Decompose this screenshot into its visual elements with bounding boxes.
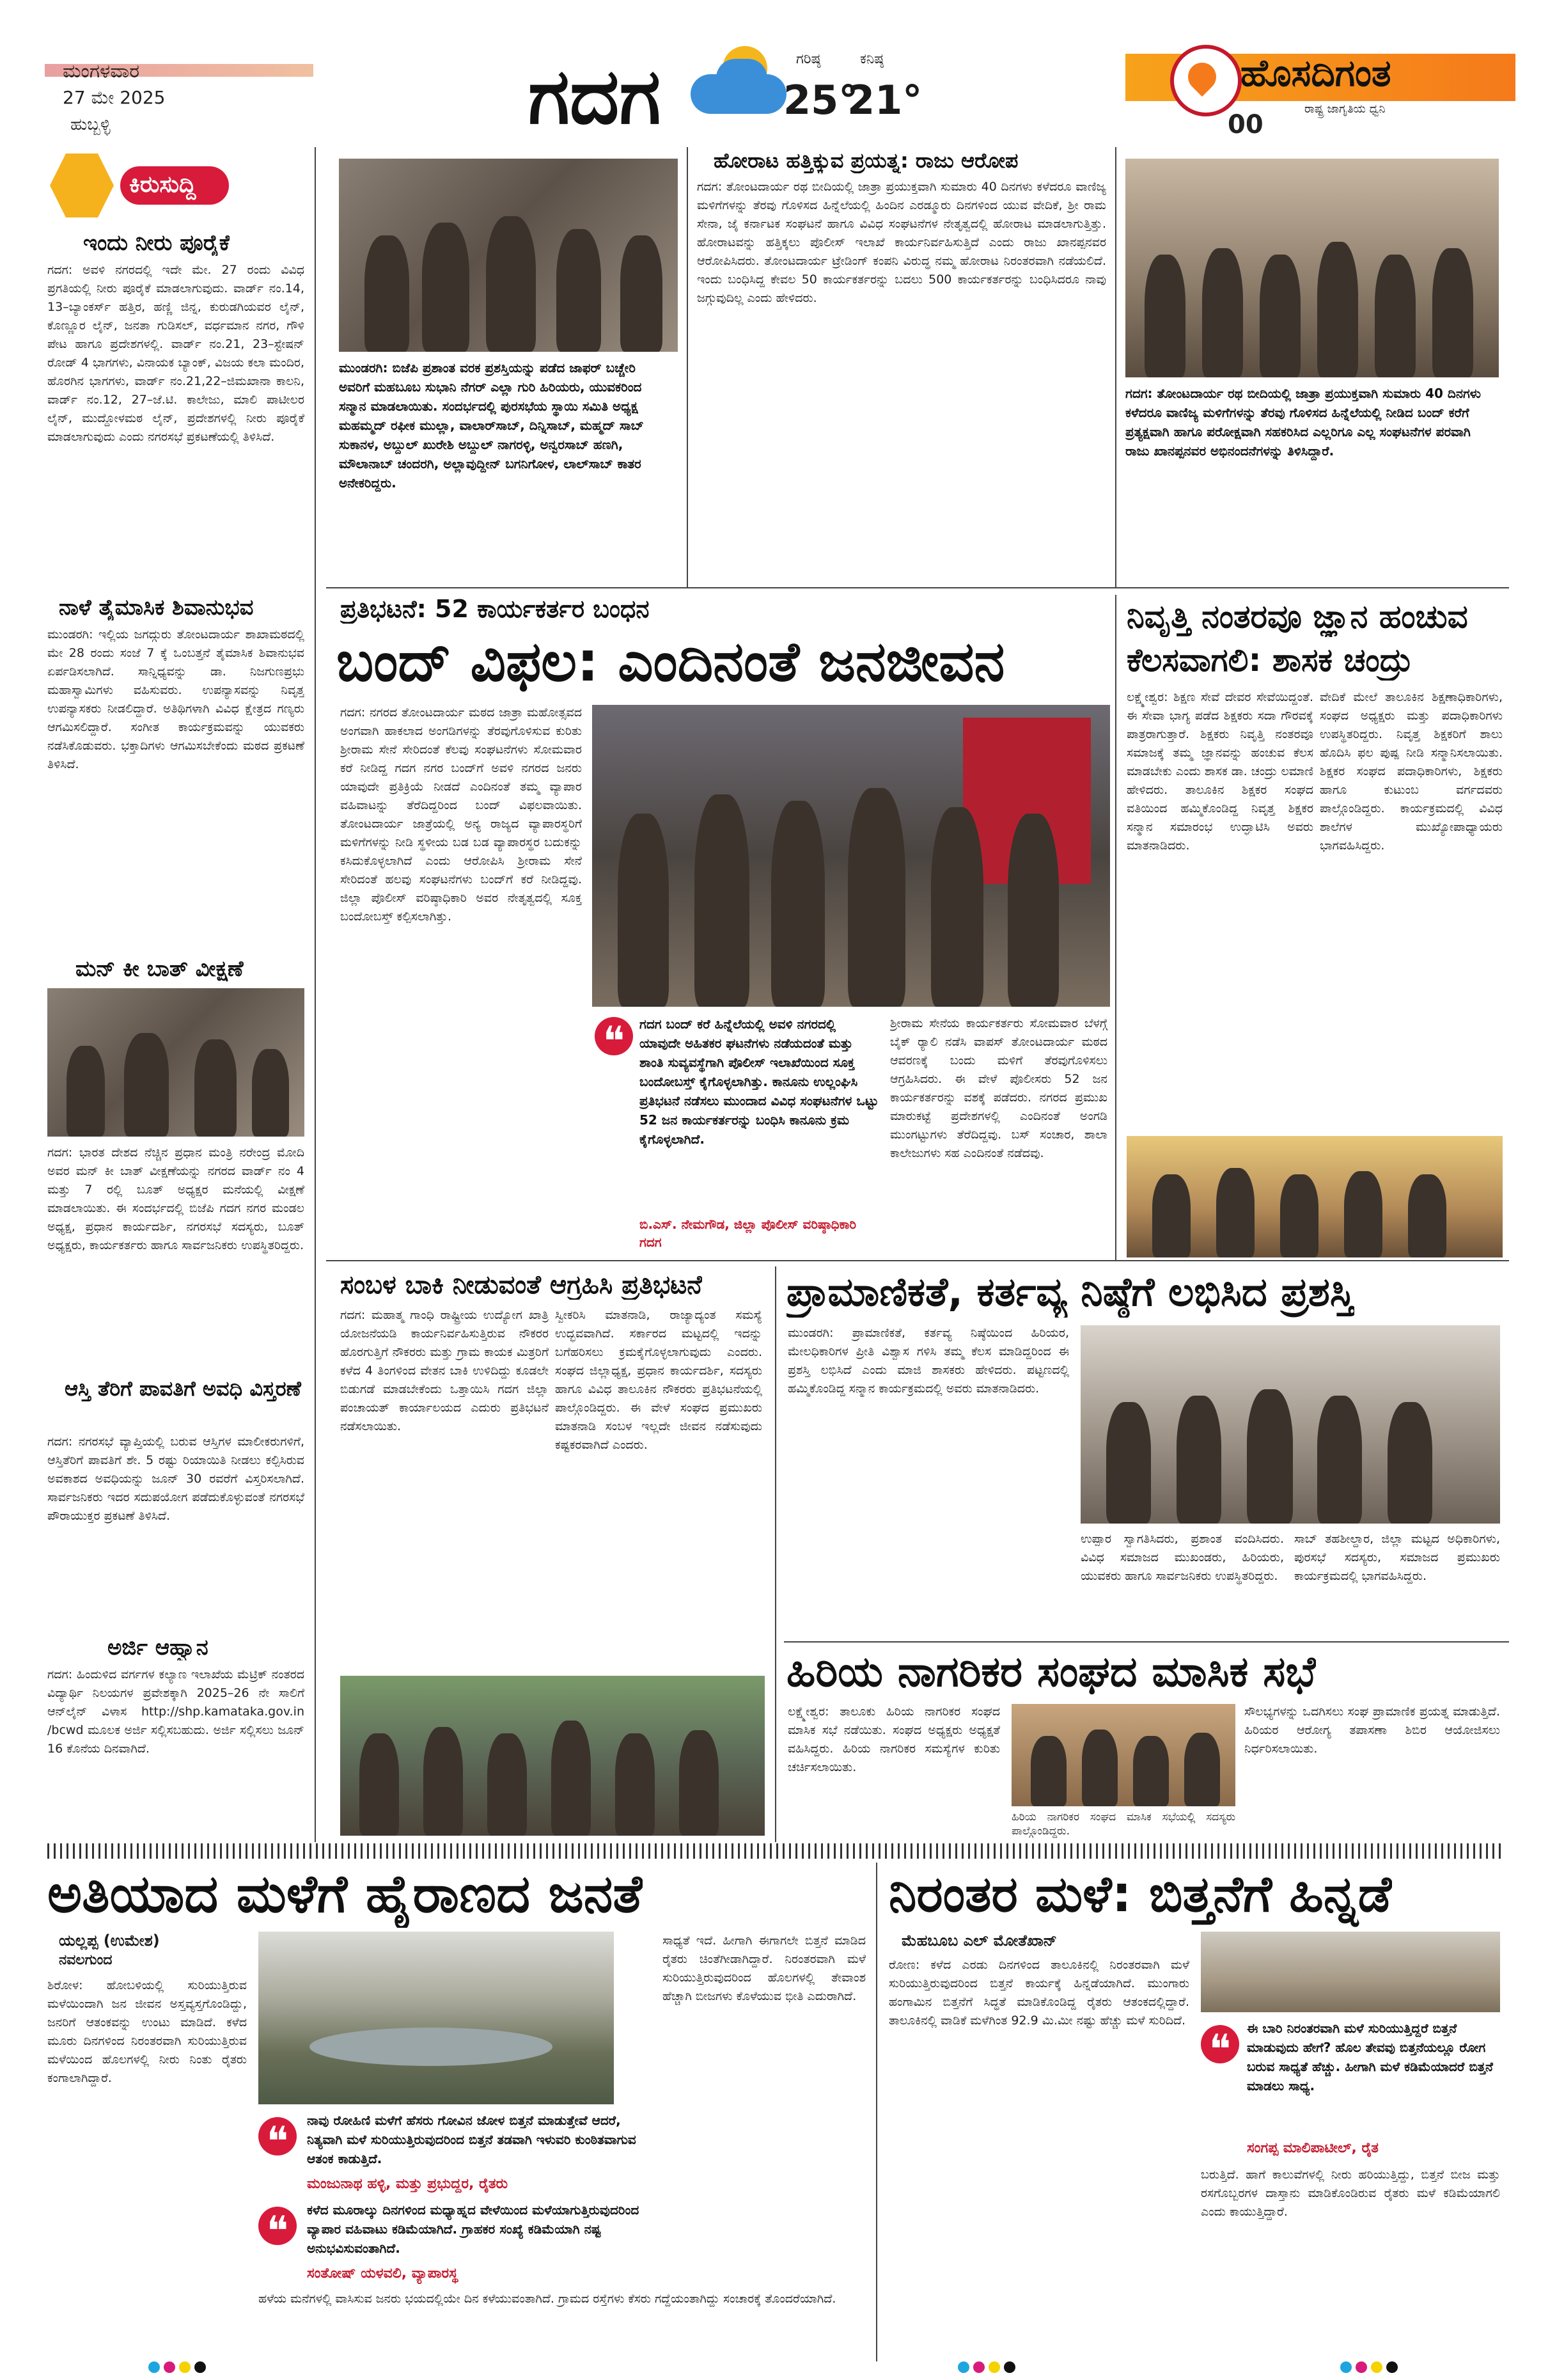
masthead-day: ಮಂಗಳವಾರ (63, 60, 140, 83)
meeting-caption: ಗದಗ: ತೋಂಟದಾರ್ಯ ರಥ ಬೀದಿಯಲ್ಲಿ ಜಾತ್ರಾ ಪ್ರಯುಕ್ತವಾಗಿ ಸುಮಾರು 40 ದಿನಗಳು ಕಳೆದರೂ ವಾಣಿಜ್ಯ ಮಳಿಗೆಗಳನ್ನು ತೆರವು ಗೊಳಿಸದ ಹಿನ್ನೆಲೆಯಲ್ಲಿ ನೀಡಿದ ಬಂದ್ ಕರೆಗೆ ಪ್ರತ್ಯಕ್ಷವಾಗಿ ಹಾಗೂ ಪರೋಕ್ಷವಾಗಿ ಸಹಕರಿಸಿದ ಎಲ್ಲರಿಗೂ ಎಲ್ಲ ಸಂಘಟನೆಗಳ ಪರವಾಗಿ ರಾಜು ಖಾನಪ್ಪನವರ ಅಭಿನಂದನೆಗಳನ್ನು ತಿಳಿಸಿದ್ದಾರೆ. (1125, 381, 1499, 586)
masthead-city: ಗದಗ (528, 52, 661, 141)
rain-quote-2-author: ಸಂತೋಷ್ ಯಳವಲಿ, ವ್ಯಾಪಾರಸ್ಥ (307, 2266, 458, 2281)
newspaper-tagline: ರಾಷ್ಟ್ರ ಜಾಗೃತಿಯ ಧ್ವನಿ (1304, 102, 1386, 116)
rain-body1: ಶಿರೋಳ: ಹೋಬಳಿಯಲ್ಲಿ ಸುರಿಯುತ್ತಿರುವ ಮಳೆಯಿಂದಾಗಿ ಜನ ಜೀವನ ಅಸ್ತವ್ಯಸ್ತಗೊಂಡಿದ್ದು, ಜನರಿಗೆ ಆತಂಕವನ್ನು ಉಂಟು ಮಾಡಿದೆ. ಕಳೆದ ಮೂರು ದಿನಗಳಿಂದ ನಿರಂತರವಾಗಿ ಸುರಿಯುತ್ತಿರುವ ಮಳೆಯಿಂದ ಹೊಲಗಳಲ್ಲಿ ನೀರು ನಿಂತು ರೈತರು ಕಂಗಾಲಾಗಿದ್ದಾರೆ. (47, 1978, 247, 2085)
senior-col1: ಲಕ್ಷ್ಮೇಶ್ವರ: ತಾಲೂಕು ಹಿರಿಯ ನಾಗರಿಕರ ಸಂಘದ ಮಾಸಿಕ ಸಭೆ ನಡೆಯಿತು. ಸಂಘದ ಅಧ್ಯಕ್ಷರು ಅಧ್ಯಕ್ಷತೆ ವಹಿಸಿದ್ದರು. ಹಿರಿಯ ನಾಗರಿಕರ ಸಮಸ್ಯೆಗಳ ಕುರಿತು ಚರ್ಚಿಸಲಾಯಿತು. (788, 1705, 1000, 1774)
brief-4-title: ಆಸ್ತಿ ತೆರಿಗೆ ಪಾವತಿಗೆ ಅವಧಿ ವಿಸ್ತರಣೆ (65, 1376, 301, 1401)
rain-quote-2 (307, 2200, 652, 2262)
sowing-quote-author: ಸಂಗಪ್ಪ ಮಾಲಿಪಾಟೀಲ್, ರೈತ (1247, 2140, 1379, 2156)
lower-mid-rule (775, 1266, 776, 1842)
rain-body3: ಹಳೆಯ ಮನೆಗಳಲ್ಲಿ ವಾಸಿಸುವ ಜನರು ಭಯದಲ್ಲಿಯೇ ದಿನ ಕಳೆಯುವಂತಾಗಿದೆ. ಗ್ರಾಮದ ರಸ್ತೆಗಳು ಕೆಸರು ಗದ್ದೆಯಂತಾಗಿದ್ದು ಸಂಚಾರಕ್ಕೆ ತೊಂದರೆಯಾಗಿದೆ. (258, 2292, 836, 2306)
hand-icon (50, 154, 114, 217)
brief-2-title: ನಾಳೆ ತೈಮಾಸಿಕ ಶಿವಾನುಭವ (59, 595, 254, 620)
senior-headline: ಹಿರಿಯ ನಾಗರಿಕರ ಸಂಘದ ಮಾಸಿಕ ಸಭೆ (786, 1647, 1317, 1696)
felicitation-photo (339, 159, 678, 352)
mann-ki-baat-photo (47, 988, 304, 1137)
min-temp-label: ಕನಿಷ್ಠ (860, 51, 884, 67)
masthead-date: 27 ಮೇ 2025 (63, 87, 166, 108)
sowing-quote (1247, 2019, 1500, 2138)
sowing-byline: ಮೆಹಬೂಬ ಎಲ್ ಮೋತೆಖಾನ್ (902, 1932, 1058, 1950)
top-rule-1 (687, 147, 688, 588)
honesty-col1: ಮುಂಡರಗಿ: ಪ್ರಾಮಾಣಿಕತೆ, ಕರ್ತವ್ಯ ನಿಷ್ಠೆಯಿಂದ ಹಿರಿಯರ, ಮೇಲಧಿಕಾರಿಗಳ ಪ್ರೀತಿ ವಿಶ್ವಾಸ ಗಳಿಸಿ ತಮ್ಮ ಕೆಲಸ ಮಾಡಿದ್ದರಿಂದ ಈ ಪ್ರಶಸ್ತಿ ಲಭಿಸಿದೆ ಎಂದು ಮಾಜಿ ಶಾಸಕರು ಹೇಳಿದರು. ಪಟ್ಟಣದಲ್ಲಿ ಹಮ್ಮಿಕೊಂಡಿದ್ದ ಸನ್ಮಾನ ಕಾರ್ಯಕ್ರಮದಲ್ಲಿ ಅವರು ಮಾತನಾಡಿದರು. (788, 1326, 1069, 1396)
max-temp: 25° (783, 77, 859, 123)
sowing-body2: ಬರುತ್ತಿದೆ. ಹಾಗೆ ಕಾಲುವೆಗಳಲ್ಲಿ ನೀರು ಹರಿಯುತ್ತಿದ್ದು, ಬಿತ್ತನೆ ಬೀಜ ಮತ್ತು ರಸಗೊಬ್ಬರಗಳ ದಾಸ್ತಾನು ಮಾಡಿಕೊಂಡಿರುವ ರೈತರು ಮಳೆ ಕಡಿಮೆಯಾಗಲಿ ಎಂದು ಕಾಯುತ್ತಿದ್ದಾರೆ. (1201, 2168, 1500, 2219)
brief-1-title: ಇಂದು ನೀರು ಪೂರೈಕೆ (83, 230, 230, 256)
flooded-field-photo (258, 1932, 614, 2104)
mid-row-rule (326, 1260, 1509, 1261)
retire-headline-2: ಕೆಲಸವಾಗಲಿ: ಶಾಸಕ ಚಂದ್ರು (1127, 642, 1412, 679)
bottom-band-stripes (47, 1843, 1503, 1859)
rain-quote-1-author: ಮಂಜುನಾಥ ಹಳ್ಳಿ, ಮತ್ತು ಪ್ರಭುದ್ದರ, ರೈತರು (307, 2176, 508, 2192)
bandh-quote-author: ಬಿ.ಎಸ್. ನೇಮಗೌಡ, ಜಿಲ್ಲಾ ಪೊಲೀಸ್ ವರಿಷ್ಠಾಧಿಕಾರಿ ಗದಗ (639, 1217, 857, 1250)
honesty-col2: ಉಪ್ಪಾರ ಸ್ವಾಗತಿಸಿದರು, ಪ್ರಶಾಂತ ವಂದಿಸಿದರು. ವಿವಿಧ ಸಮಾಜದ ಮುಖಂಡರು, ಹಿರಿಯರು, ಯುವಕರು ಹಾಗೂ ಸಾರ್ವಜನಿಕರು ಉಪಸ್ಥಿತರಿದ್ದರು. (1081, 1532, 1284, 1583)
bandh-col2: ಶ್ರೀರಾಮ ಸೇನೆಯ ಕಾರ್ಯಕರ್ತರು ಸೋಮವಾರ ಬೆಳಗ್ಗೆ ಬೈಕ್ ರ‍್ಯಾಲಿ ನಡೆಸಿ ವಾಪಸ್ ತೋಂಟದಾರ್ಯ ಮಠದ ಆವರಣಕ್ಕೆ ಬಂದು ಮಳಿಗೆ ತೆರವುಗೊಳಿಸಲು ಆಗ್ರಹಿಸಿದರು. ಈ ವೇಳೆ ಪೊಲೀಸರು 52 ಜನ ಕಾರ್ಯಕರ್ತರನ್ನು ವಶಕ್ಕೆ ಪಡೆದರು. ನಗರದ ಪ್ರಮುಖ ಮಾರುಕಟ್ಟೆ ಪ್ರದೇಶಗಳಲ್ಲಿ ಎಂದಿನಂತೆ ಅಂಗಡಿ ಮುಂಗಟ್ಟುಗಳು ತೆರೆದಿದ್ದವು. ಬಸ್ ಸಂಚಾರ, ಶಾಲಾ ಕಾಲೇಜುಗಳು ಸಹ ಎಂದಿನಂತೆ ನಡೆದವು. (890, 1016, 1107, 1160)
masthead-edition: ಹುಬ್ಬಳ್ಳಿ (70, 115, 111, 134)
brief-4-body: ಗದಗ: ನಗರಸಭೆ ವ್ಯಾಪ್ತಿಯಲ್ಲಿ ಬರುವ ಆಸ್ತಿಗಳ ಮಾಲೀಕರುಗಳಿಗೆ, ಆಸ್ತಿತೆರಿಗೆ ಪಾವತಿಗೆ ಶೇ. 5 ರಷ್ಟು ರಿಯಾಯಿತಿ ನೀಡಲು ಕಲ್ಪಿಸಿರುವ ಅವಕಾಶದ ಅವಧಿಯನ್ನು ಜೂನ್ 30 ರವರೆಗೆ ವಿಸ್ತರಿಸಲಾಗಿದೆ. ಸಾರ್ವಜನಿಕರು ಇದರ ಸದುಪಯೋಗ ಪಡೆದುಕೊಳ್ಳುವಂತೆ ನಗರಸಭೆ ಪೌರಾಯುಕ್ತರ ಪ್ರಕಟಣೆ ತಿಳಿಸಿದೆ. (47, 1435, 304, 1523)
masthead (0, 0, 1541, 144)
wet-field-photo (1201, 1932, 1500, 2012)
meeting-photo (1125, 159, 1499, 377)
rain-quote-2-text: ಕಳೆದ ಮೂರಾಲ್ಕು ದಿನಗಳಿಂದ ಮಧ್ಯಾಹ್ನದ ವೇಳೆಯಿಂದ ಮಳೆಯಾಗುತ್ತಿರುವುದರಿಂದ ವ್ಯಾಪಾರ ವಹಿವಾಟು ಕಡಿಮೆಯಾಗಿದೆ. ಗ್ರಾಹಕರ ಸಂಖ್ಯೆ ಕಡಿಮೆಯಾಗಿ ನಷ್ಟ ಅನುಭವಿಸುವಂತಾಗಿದೆ. (307, 2202, 639, 2256)
max-temp-label: ಗರಿಷ್ಠ (796, 51, 821, 67)
honesty-rule (784, 1641, 1509, 1643)
senior-col2: ಸೌಲಭ್ಯಗಳನ್ನು ಒದಗಿಸಲು ಸಂಘ ಪ್ರಾಮಾಣಿಕ ಪ್ರಯತ್ನ ಮಾಡುತ್ತಿದೆ. ಹಿರಿಯರ ಆರೋಗ್ಯ ತಪಾಸಣಾ ಶಿಬಿರ ಆಯೋಜಿಸಲು ನಿರ್ಧರಿಸಲಾಯಿತು. (1244, 1705, 1500, 1756)
protest-suppress-body: ಗದಗ: ತೋಂಟದಾರ್ಯ ರಥ ಬೀದಿಯಲ್ಲಿ ಜಾತ್ರಾ ಪ್ರಯುಕ್ತವಾಗಿ ಸುಮಾರು 40 ದಿನಗಳು ಕಳೆದರೂ ವಾಣಿಜ್ಯ ಮಳಿಗೆಗಳನ್ನು ತೆರವು ಗೊಳಿಸದ ಹಿನ್ನೆಲೆಯಲ್ಲಿ ಹಿಂದಿನ ಎರಡ್ಮೂರು ದಿನಗಳಿಂದ ಯುವ ವೇದಿಕೆ, ಶ್ರೀ ರಾಮ ಸೇನಾ, ಜೈ ಕರ್ನಾಟಕ ಸಂಘಟನೆ ಹಾಗೂ ವಿವಿಧ ಸಂಘಟನೆಗಳ ನೇತೃತ್ವದಲ್ಲಿ ಹೋರಾಟ ಮಾಡಲಾಗುತ್ತಿತ್ತು. ಹೋರಾಟವನ್ನು ಹತ್ತಿಕ್ಕಲು ಪೊಲೀಸ್ ಇಲಾಖೆ ಕಾರ್ಯನಿರ್ವಹಿಸುತ್ತಿದೆ ಎಂದು ರಾಜು ಖಾನಪ್ಪನವರ ಆರೋಪಿಸಿದರು. ತೋಂಟದಾರ್ಯ ಟ್ರೇಡಿಂಗ್ ಕಂಪನಿ ವಿರುದ್ಧ ನಮ್ಮ ಹೋರಾಟ ನಿರಂತರವಾಗಿ ನಡೆಯಲಿದೆ. ಇಂದು ಬಂಧಿಸಿದ್ದ ಕೇವಲ 50 ಕಾರ್ಯಕರ್ತರನ್ನು ಬದಲು 500 ಕಾರ್ಯಕರ್ತರನ್ನು ಬಂಧಿಸಿದರೂ ನಾವು ಜಗ್ಗುವುದಿಲ್ಲ ಎಂದು ಹೇಳಿದರು. (697, 180, 1106, 305)
honesty-award-photo (1081, 1325, 1500, 1524)
sowing-headline: ನಿರಂತರ ಮಳೆ: ಬಿತ್ತನೆಗೆ ಹಿನ್ನಡೆ (889, 1866, 1392, 1923)
senior-meeting-photo (1012, 1704, 1235, 1806)
honesty-headline: ಪ್ರಾಮಾಣಿಕತೆ, ಕರ್ತವ್ಯ ನಿಷ್ಠೆಗೆ ಲಭಿಸಿದ ಪ್ರಶಸ್ತಿ (786, 1268, 1355, 1315)
newspaper-name: ಹೊಸದಿಗಂತ (1240, 51, 1391, 95)
bandh-headline: ಬಂದ್ ವಿಫಲ: ಎಂದಿನಂತೆ ಜನಜೀವನ (336, 630, 1005, 694)
retire-headline-1: ನಿವೃತ್ತಿ ನಂತರವೂ ಜ್ಞಾನ ಹಂಚುವ (1127, 598, 1468, 635)
sowing-quote-text: ಈ ಬಾರಿ ನಿರಂತರವಾಗಿ ಮಳೆ ಸುರಿಯುತ್ತಿದ್ದರೆ ಬಿತ್ತನೆ ಮಾಡುವುದು ಹೇಗೆ? ಹೊಲ ತೇವವು ಬಿತ್ತನೆಯಲ್ಲೂ ರೋಗ ಬರುವ ಸಾಧ್ಯತೆ ಹೆಚ್ಚು. ಹೀಗಾಗಿ ಮಳೆ ಕಡಿಮೆಯಾದರೆ ಬಿತ್ತನೆ ಮಾಡಲು ಸಾಧ್ಯ. (1247, 2021, 1493, 2093)
top-row-rule (326, 587, 1509, 588)
salary-col1: ಗದಗ: ಮಹಾತ್ಮ ಗಾಂಧಿ ರಾಷ್ಟ್ರೀಯ ಉದ್ಯೋಗ ಖಾತ್ರಿ ಯೋಜನೆಯಡಿ ಕಾರ್ಯನಿರ್ವಹಿಸುತ್ತಿರುವ ನೌಕರರ ಹೊರಗುತ್ತಿಗೆ ನೌಕರರು ಮತ್ತು ಗ್ರಾಮ ಕಾಯಕ ಮಿತ್ರರಿಗೆ ಕಳೆದ 4 ತಿಂಗಳಿಂದ ವೇತನ ಬಾಕಿ ಉಳಿದಿದ್ದು ಕೂಡಲೇ ಬಿಡುಗಡೆ ಮಾಡಬೇಕೆಂದು ಒತ್ತಾಯಿಸಿ ಗದಗ ಜಿಲ್ಲಾ ಪಂಚಾಯತ್ ಕಾರ್ಯಾಲಯದ ಎದುರು ಪ್ರತಿಭಟನೆ ನಡೆಸಲಾಯಿತು. (340, 1308, 549, 1433)
bandh-col1: ಗದಗ: ನಗರದ ತೋಂಟದಾರ್ಯ ಮಠದ ಜಾತ್ರಾ ಮಹೋತ್ಸವದ ಅಂಗವಾಗಿ ಹಾಕಲಾದ ಅಂಗಡಿಗಳನ್ನು ತೆರವುಗೊಳಿಸುವ ಕುರಿತು ಶ್ರೀರಾಮ ಸೇನೆ ಸೇರಿದಂತೆ ಕೆಲವು ಸಂಘಟನೆಗಳು ಸೋಮವಾರ ಕರೆ ನೀಡಿದ್ದ ಗದಗ ನಗರ ಬಂದ್‌ಗೆ ಅವಳಿ ನಗರದ ಜನರು ಯಾವುದೇ ಪ್ರತಿಕ್ರಿಯೆ ನೀಡದೆ ಎಂದಿನಂತೆ ತಮ್ಮ ವ್ಯಾಪಾರ ವಹಿವಾಟನ್ನು ತೆರೆದಿದ್ದರಿಂದ ಬಂದ್ ವಿಫಲವಾಯಿತು. ತೋಂಟದಾರ್ಯ ಜಾತ್ರೆಯಲ್ಲಿ ಅನ್ಯ ರಾಜ್ಯದ ವ್ಯಾಪಾರಸ್ಥರಿಗೆ ಮಳಿಗೆಗಳನ್ನು ನೀಡಿ ಸ್ಥಳೀಯ ಬಡ ಬಡ ವ್ಯಾಪಾರಸ್ಥರ ಬದುಕನ್ನು ಕಸಿದುಕೊಳ್ಳಲಾಗಿದೆ ಎಂದು ಆರೋಪಿಸಿ ಶ್ರೀರಾಮ ಸೇನೆ ಸೇರಿದಂತೆ ಹಲವು ಸಂಘಟನೆಗಳು ಬಂದ್‌ಗೆ ಕರೆ ನೀಡಿದ್ದವು. ಜಿಲ್ಲಾ ಪೊಲೀಸ್ ವರಿಷ್ಠಾಧಿಕಾರಿ ಅವರ ನೇತೃತ್ವದಲ್ಲಿ ಸೂಕ್ತ ಬಂದೋಬಸ್ತ್ ಕಲ್ಪಿಸಲಾಗಿತ್ತು. (340, 705, 582, 924)
bandh-protest-photo (592, 705, 1110, 1007)
sowing-quote-icon: ❝ (1201, 2025, 1239, 2063)
brief-5-title: ಅರ್ಜಿ ಆಹ್ವಾನ (107, 1635, 208, 1660)
rain-quote-2-icon: ❝ (258, 2207, 297, 2245)
salary-protest-photo (340, 1676, 765, 1836)
bottom-rule (876, 1863, 877, 2361)
left-column-rule (315, 147, 316, 1842)
rain-quote-1 (307, 2111, 652, 2172)
felicitation-caption: ಮುಂಡರಗಿ: ಬಿಜೆಪಿ ಪ್ರಶಾಂತ ವರಕ ಪ್ರಶಸ್ತಿಯನ್ನು ಪಡೆದ ಜಾಫರ್ ಬಚ್ಚೇರಿ ಅವರಿಗೆ ಮಹಬೂಬ ಸುಭಾನಿ ನೆಗರ್ ಎಲ್ಲಾ ಗುರಿ ಹಿರಿಯರು, ಯುವಕರಿಂದ ಸನ್ಮಾನ ಮಾಡಲಾಯಿತು. ಸಂದರ್ಭದಲ್ಲಿ ಪುರಸಭೆಯ ಸ್ಥಾಯಿ ಸಮಿತಿ ಅಧ್ಯಕ್ಷ ಮಹಮ್ಮದ್ ರಫೀಕ ಮುಲ್ಲಾ, ವಾಲಾರ್‌ಸಾಬ್, ದಿನ್ನಿಸಾಬ್, ಮಹ್ಮದ್ ಸಾಬ್ ಸುಕಾನಳ, ಅಬ್ದುಲ್ ಖುರೇಶಿ ಅಬ್ದುಲ್ ನಾಗರಳ್ಳಿ, ಅನ್ವರಸಾಬ್ ಹಣಗಿ, ಮೌಲಾನಾಬ್ ಚಂದರಗಿ, ಅಲ್ಲಾವುದ್ದೀನ್ ಬಗನಿಗೋಳ, ಲಾಲ್‌ಸಾಬ್ ಕಾತರ ಅನೇಕರಿದ್ದರು. (339, 356, 665, 586)
brief-3-title: ಮನ್ ಕೀ ಬಾತ್ ವೀಕ್ಷಣೆ (75, 956, 244, 982)
rain-body2: ಸಾಧ್ಯತೆ ಇದೆ. ಹೀಗಾಗಿ ಈಗಾಗಲೇ ಬಿತ್ತನೆ ಮಾಡಿದ ರೈತರು ಚಿಂತೆಗೀಡಾಗಿದ್ದಾರೆ. ನಿರಂತರವಾಗಿ ಮಳೆ ಸುರಿಯುತ್ತಿರುವುದರಿಂದ ಹೊಲಗಳಲ್ಲಿ ತೇವಾಂಶ ಹೆಚ್ಚಾಗಿ ಬೀಜಗಳು ಕೊಳೆಯುವ ಭೀತಿ ಎದುರಾಗಿದೆ. (662, 1934, 866, 2003)
bandh-kicker: ಪ್ರತಿಭಟನೆ: 52 ಕಾರ್ಯಕರ್ತರ ಬಂಧನ (340, 595, 650, 623)
top-rule-2 (1115, 147, 1116, 588)
sowing-body1: ರೋಣ: ಕಳೆದ ಎರಡು ದಿನಗಳಿಂದ ತಾಲೂಕಿನಲ್ಲಿ ನಿರಂತರವಾಗಿ ಮಳೆ ಸುರಿಯುತ್ತಿರುವುದರಿಂದ ಬಿತ್ತನೆ ಕಾರ್ಯಕ್ಕೆ ಹಿನ್ನಡೆಯಾಗಿದೆ. ಮುಂಗಾರು ಹಂಗಾಮಿನ ಬಿತ್ತನೆಗೆ ಸಿದ್ಧತೆ ಮಾಡಿಕೊಂಡಿದ್ದ ರೈತರು ಆತಂಕದಲ್ಲಿದ್ದಾರೆ. ತಾಲೂಕಿನಲ್ಲಿ ವಾಡಿಕೆ ಮಳೆಗಿಂತ 92.9 ಮಿ.ಮೀ ನಷ್ಟು ಹೆಚ್ಚು ಮಳೆ ಸುರಿದಿದೆ. (889, 1958, 1189, 2028)
salary-col2: ಸ್ವೀಕರಿಸಿ ಮಾತನಾಡಿ, ರಾಜ್ಯಾದ್ಯಂತ ಸಮಸ್ಯೆ ಉದ್ಭವವಾಗಿದೆ. ಸರ್ಕಾರದ ಮಟ್ಟದಲ್ಲಿ ಇದನ್ನು ಬಗೆಹರಿಸಲು ಕ್ರಮಕೈಗೊಳ್ಳಲಾಗುವುದು ಎಂದರು. ಸಂಘದ ಜಿಲ್ಲಾಧ್ಯಕ್ಷ, ಪ್ರಧಾನ ಕಾರ್ಯದರ್ಶಿ, ಸದಸ್ಯರು ಹಾಗೂ ವಿವಿಧ ತಾಲೂಕಿನ ನೌಕರರು ಪ್ರತಿಭಟನೆಯಲ್ಲಿ ಪಾಲ್ಗೊಂಡಿದ್ದರು. ಈ ವೇಳೆ ಸಂಘದ ಪ್ರಮುಖರು ಮಾತನಾಡಿ ಸಂಬಳ ಇಲ್ಲದೇ ಜೀವನ ನಡೆಸುವುದು ಕಷ್ಟಕರವಾಗಿದೆ ಎಂದರು. (555, 1308, 762, 1452)
rain-quote-1-text: ನಾವು ರೋಹಿಣಿ ಮಳೆಗೆ ಹೆಸರು ಗೋವಿನ ಜೋಳ ಬಿತ್ತನೆ ಮಾಡುತ್ತೇವೆ ಆದರೆ, ನಿತ್ಯವಾಗಿ ಮಳೆ ಸುರಿಯುತ್ತಿರುವುದರಿಂದ ಬಿತ್ತನೆ ತಡವಾಗಿ ಇಳುವರಿ ಕುಂಠಿತವಾಗುವ ಆತಂಕ ಕಾಡುತ್ತಿದೆ. (307, 2113, 636, 2166)
bandh-rule (1115, 595, 1116, 1260)
senior-caption: ಹಿರಿಯ ನಾಗರಿಕರ ಸಂಘದ ಮಾಸಿಕ ಸಭೆಯಲ್ಲಿ ಸದಸ್ಯರು ಪಾಲ್ಗೊಂಡಿದ್ದರು. (1012, 1811, 1235, 1838)
brief-1-body: ಗದಗ: ಅವಳಿ ನಗರದಲ್ಲಿ ಇದೇ ಮೇ. 27 ರಂದು ವಿವಿಧ ಪ್ರಗತಿಯಲ್ಲಿ ನೀರು ಪೂರೈಕೆ ಮಾಡಲಾಗುವುದು. ವಾರ್ಡ್ ನಂ.14, 13–ಬ್ಯಾಂಕರ್ಸ್ ಹತ್ತಿರ, ಹಣ್ಣಿ ಜಿನ್ನ, ಕುರುಡಗಿಯವರ ಲೈನ್, ಕೊಣ್ಣೂರ ಲೈನ್, ಜನತಾ ಗುಡಿಸಲ್, ವರ್ಧಮಾನ ನಗರ, ಗೌಳಿ ಪೇಟ ಹಾಗೂ ಪ್ರದೇಶಗಳಲ್ಲಿ. ವಾರ್ಡ್ ನಂ.21, 23–ಸ್ಟೇಷನ್ ರೋಡ್ 4 ಭಾಗಗಳು, ವಿನಾಯಕ ಬ್ಯಾಂಕ್, ವಿಜಯ ಕಲಾ ಮಂದಿರ, ಹೊರಗಿನ ಭಾಗಗಳು, ವಾರ್ಡ್ ನಂ.21,22–ಜಿಮಖಾನಾ ಕಾಲನಿ, ವಾರ್ಡ್ ನಂ.12, 27–ಜೆ.ಟಿ. ಕಾಲೇಜು, ಮಾಲಿ ಪಾಟೀಲರ ಲೈನ್, ಮುದ್ದೋಳಮಠ ಲೈನ್, ಪ್ರದೇಶಗಳಲ್ಲಿ ನೀರು ಪೂರೈಕೆ ಮಾಡಲಾಗುವುದು ಎಂದು ನಗರಸಭೆ ಪ್ರಕಟಣೆಯಲ್ಲಿ ತಿಳಿಸಿದೆ. (47, 263, 304, 444)
min-temp: 21° (847, 77, 923, 123)
bandh-quote-text: ಗದಗ ಬಂದ್ ಕರೆ ಹಿನ್ನೆಲೆಯಲ್ಲಿ ಅವಳಿ ನಗರದಲ್ಲಿ ಯಾವುದೇ ಅಹಿತಕರ ಘಟನೆಗಳು ನಡೆಯದಂತೆ ಮತ್ತು ಶಾಂತಿ ಸುವ್ಯವಸ್ಥೆಗಾಗಿ ಪೊಲೀಸ್ ಇಲಾಖೆಯಿಂದ ಸೂಕ್ತ ಬಂದೋಬಸ್ತ್ ಕೈಗೊಳ್ಳಲಾಗಿತ್ತು. ಕಾನೂನು ಉಲ್ಲಂಘಿಸಿ ಪ್ರತಿಭಟನೆ ನಡೆಸಲು ಮುಂದಾದ ವಿವಿಧ ಸಂಘಟನೆಗಳ ಒಟ್ಟು 52 ಜನ ಕಾರ್ಯಕರ್ತರನ್ನು ಬಂಧಿಸಿ ಕಾನೂನು ಕ್ರಮ ಕೈಗೊಳ್ಳಲಾಗಿದೆ. (639, 1016, 879, 1147)
brief-3-body: ಗದಗ: ಭಾರತ ದೇಶದ ನೆಚ್ಚಿನ ಪ್ರಧಾನ ಮಂತ್ರಿ ನರೇಂದ್ರ ಮೋದಿ ಅವರ ಮನ್ ಕೀ ಬಾತ್ ವೀಕ್ಷಣೆಯನ್ನು ನಗರದ ವಾರ್ಡ್ ನಂ 4 ಮತ್ತು 7 ರಲ್ಲಿ ಬೂತ್ ಅಧ್ಯಕ್ಷರ ಮನೆಯಲ್ಲಿ ವೀಕ್ಷಣೆ ಮಾಡಲಾಯಿತು. ಈ ಸಂದರ್ಭದಲ್ಲಿ ಬಿಜೆಪಿ ಗದಗ ನಗರ ಮಂಡಲ ಅಧ್ಯಕ್ಷ, ಪ್ರಧಾನ ಕಾರ್ಯದರ್ಶಿ, ನಗರಸಭೆ ಸದಸ್ಯರು, ಬೂತ್ ಅಧ್ಯಕ್ಷರು, ಕಾರ್ಯಕರ್ತರು ಹಾಗೂ ಸಾರ್ವಜನಿಕರು ಉಪಸ್ಥಿತರಿದ್ದರು. (47, 1146, 304, 1252)
rain-headline: ಅತಿಯಾದ ಮಳೆಗೆ ಹೈರಾಣದ ಜನತೆ (47, 1864, 643, 1925)
retire-col2: ವೇದಿಕೆ ಮೇಲೆ ತಾಲೂಕಿನ ಶಿಕ್ಷಣಾಧಿಕಾರಿಗಳು, ಸಂಘದ ಅಧ್ಯಕ್ಷರು ಮತ್ತು ಪದಾಧಿಕಾರಿಗಳು ಉಪಸ್ಥಿತರಿದ್ದರು. ನಿವೃತ್ತ ಶಿಕ್ಷಕರಿಗೆ ಶಾಲು ಹೊದಿಸಿ ಫಲ ಪುಷ್ಪ ನೀಡಿ ಸನ್ಮಾನಿಸಲಾಯಿತು. ಶಿಕ್ಷಕರ ಸಂಘದ ಪದಾಧಿಕಾರಿಗಳು, ಶಿಕ್ಷಕರು ಹಾಗೂ ಕುಟುಂಬ ವರ್ಗದವರು ಪಾಲ್ಗೊಂಡಿದ್ದರು. ಕಾರ್ಯಕ್ರಮದಲ್ಲಿ ವಿವಿಧ ಶಾಲೆಗಳ ಮುಖ್ಯೋಪಾಧ್ಯಾಯರು ಭಾಗವಹಿಸಿದ್ದರು. (1320, 690, 1503, 853)
kirusuddi-logo (50, 154, 229, 217)
rain-byline: ಯಲ್ಲಪ್ಪ (ಉಮೇಶ) (59, 1932, 160, 1950)
retire-col1: ಲಕ್ಷ್ಮೇಶ್ವರ: ಶಿಕ್ಷಣ ಸೇವೆ ದೇವರ ಸೇವೆಯಿದ್ದಂತೆ. ಈ ಸೇವಾ ಭಾಗ್ಯ ಪಡೆದ ಶಿಕ್ಷಕರು ಸದಾ ಗೌರವಕ್ಕೆ ಪಾತ್ರರಾಗುತ್ತಾರೆ. ಶಿಕ್ಷಕರು ನಿವೃತ್ತಿ ನಂತರವೂ ಸಮಾಜಕ್ಕೆ ತಮ್ಮ ಜ್ಞಾನವನ್ನು ಹಂಚುವ ಕೆಲಸ ಮಾಡಬೇಕು ಎಂದು ಶಾಸಕ ಡಾ. ಚಂದ್ರು ಲಮಾಣಿ ಹೇಳಿದರು. ತಾಲೂಕಿನ ಶಿಕ್ಷಕರ ಸಂಘದ ವತಿಯಿಂದ ಹಮ್ಮಿಕೊಂಡಿದ್ದ ನಿವೃತ್ತ ಶಿಕ್ಷಕರ ಸನ್ಮಾನ ಸಮಾರಂಭ ಉದ್ಘಾಟಿಸಿ ಅವರು ಮಾತನಾಡಿದರು. (1127, 690, 1313, 853)
bandh-quote-icon: ❝ (595, 1017, 633, 1055)
brief-2-body: ಮುಂಡರಗಿ: ಇಲ್ಲಿಯ ಜಗದ್ಗುರು ತೋಂಟದಾರ್ಯ ಶಾಖಾಮಠದಲ್ಲಿ ಮೇ 28 ರಂದು ಸಂಜೆ 7 ಕ್ಕೆ ಒಂಬತ್ತನೆ ತೈಮಾಸಿಕ ಶಿವಾನುಭವ ಏರ್ಪಡಿಸಲಾಗಿದೆ. ಸಾನ್ನಿಧ್ಯವನ್ನು ಡಾ. ನಿಜಗುಣಪ್ರಭು ಮಹಾಸ್ವಾಮಿಗಳು ವಹಿಸುವರು. ಉಪನ್ಯಾಸವನ್ನು ನಿವೃತ್ತ ಉಪನ್ಯಾಸಕರು ನೀಡಲಿದ್ದಾರೆ. ಅತಿಥಿಗಳಾಗಿ ವಿವಿಧ ಕ್ಷೇತ್ರದ ಗಣ್ಯರು ಆಗಮಿಸಲಿದ್ದಾರೆ. ಸಂಗೀತ ಕಾರ್ಯಕ್ರಮವನ್ನು ಯುವಕರು ನಡೆಸಿಕೊಡುವರು. ಭಕ್ತಾದಿಗಳು ಆಗಮಿಸಬೇಕೆಂದು ಮಠದ ಪ್ರಕಟಣೆ ತಿಳಿಸಿದೆ. (47, 627, 304, 771)
honesty-col3: ಸಾಬ್ ತಹಶೀಲ್ದಾರ, ಜಿಲ್ಲಾ ಮಟ್ಟದ ಅಧಿಕಾರಿಗಳು, ಪುರಸಭೆ ಸದಸ್ಯರು, ಸಮಾಜದ ಪ್ರಮುಖರು ಕಾರ್ಯಕ್ರಮದಲ್ಲಿ ಭಾಗವಹಿಸಿದ್ದರು. (1294, 1532, 1500, 1583)
rain-byline-place: ನವಲಗುಂದ (59, 1952, 113, 1968)
retire-felicitation-photo (1127, 1136, 1503, 1257)
rain-quote-1-icon: ❝ (258, 2117, 297, 2155)
protest-suppress-title: ಹೋರಾಟ ಹತ್ತಿಕ್ಕುವ ಪ್ರಯತ್ನ: ರಾಜು ಆರೋಪ (714, 148, 1019, 173)
bandh-quote (639, 1014, 880, 1206)
page-number: 00 (1228, 110, 1263, 139)
brief-5-body: ಗದಗ: ಹಿಂದುಳಿದ ವರ್ಗಗಳ ಕಲ್ಯಾಣ ಇಲಾಖೆಯ ಮೆಟ್ರಿಕ್ ನಂತರದ ವಿದ್ಯಾರ್ಥಿ ನಿಲಯಗಳ ಪ್ರವೇಶಕ್ಕಾಗಿ 2025–26 ನೇ ಸಾಲಿಗೆ ಆನ್‌ಲೈನ್ ವಿಳಾಸ http://shp.kamataka.gov.in /bcwd ಮೂಲಕ ಅರ್ಜಿ ಸಲ್ಲಿಸಬಹುದು. ಅರ್ಜಿ ಸಲ್ಲಿಸಲು ಜೂನ್ 16 ಕೊನೆಯ ದಿನವಾಗಿದೆ. (47, 1667, 304, 1756)
salary-headline: ಸಂಬಳ ಬಾಕಿ ನೀಡುವಂತೆ ಆಗ್ರಹಿಸಿ ಪ್ರತಿಭಟನೆ (340, 1270, 703, 1300)
kirusuddi-text: ಕಿರುಸುದ್ದಿ (129, 171, 196, 198)
